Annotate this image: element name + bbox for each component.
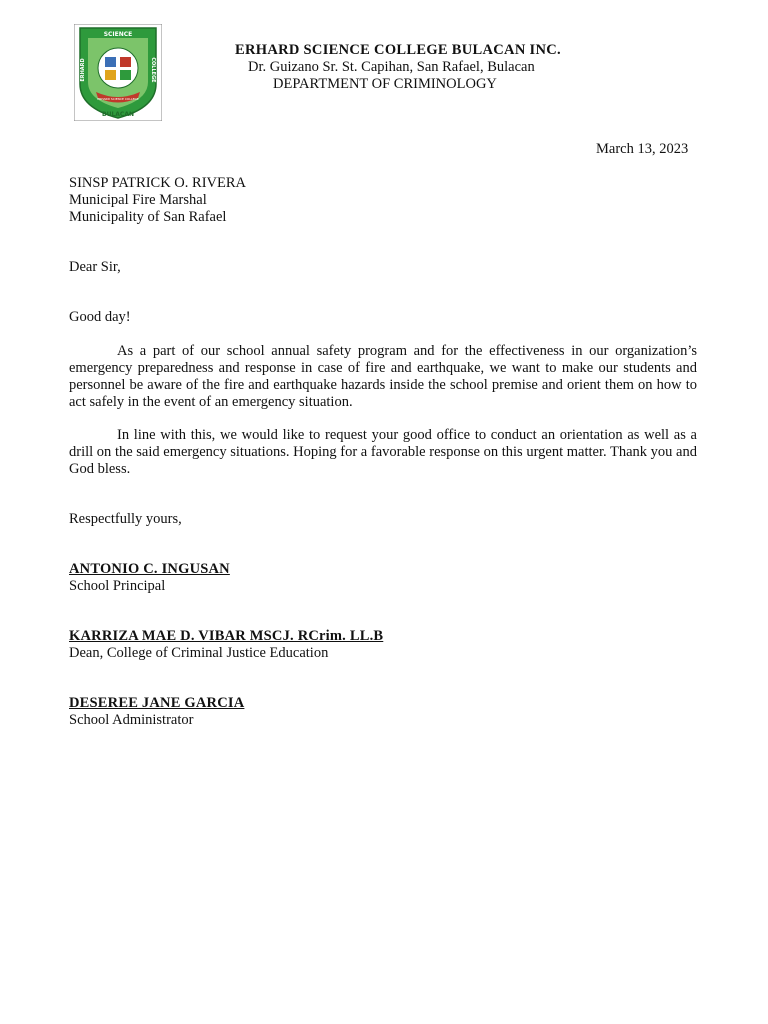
seal-ribbon-text: ERHARD SCIENCE COLLEGE: [97, 97, 139, 101]
signatory-name: DESEREE JANE GARCIA: [69, 695, 245, 711]
signatory-position: Dean, College of Criminal Justice Education: [69, 645, 329, 661]
closing: Respectfully yours,: [69, 511, 182, 527]
school-seal-logo: [74, 24, 162, 121]
recipient-title: Municipal Fire Marshal: [69, 192, 207, 208]
recipient-office: Municipality of San Rafael: [69, 209, 227, 225]
recipient-name: SINSP PATRICK O. RIVERA: [69, 175, 246, 191]
signatory-position: School Principal: [69, 578, 166, 594]
signatory-name: ANTONIO C. INGUSAN: [69, 561, 230, 577]
seal-top-text: SCIENCE: [103, 31, 133, 38]
signatory-2: [69, 628, 697, 662]
school-name: ERHARD SCIENCE COLLEGE BULACAN INC.: [235, 42, 561, 58]
department-name: DEPARTMENT OF CRIMINOLOGY: [273, 76, 497, 92]
body-paragraph-1: As a part of our school annual safety program and for the effectiveness in our organization’s emergency preparedness and response in case of fire and earthquake, we want to make our students and personnel be aware of the fire and earthquake hazards inside the school premise and orient them on how to act safely in the event of an emergency situation.: [69, 343, 697, 410]
signatory-name: KARRIZA MAE D. VIBAR MSCJ. RCrim. LL.B: [69, 628, 384, 644]
seal-left-text: ERHARD: [80, 58, 86, 82]
signatory-1: [69, 561, 697, 595]
signatory-position: School Administrator: [69, 712, 194, 728]
salutation: Dear Sir,: [69, 259, 121, 275]
body-paragraph-2: In line with this, we would like to request your good office to conduct an orientation as well as a drill on the said emergency situations. Hoping for a favorable response on this urgent matter. Thank you and God bless.: [69, 427, 697, 477]
signatory-3: [69, 695, 697, 729]
recipient-block: [69, 175, 697, 226]
seal-right-text: COLLEGE: [150, 57, 156, 83]
seal-bottom-text: BULACAN: [102, 111, 134, 118]
letter-date: March 13, 2023: [596, 141, 689, 157]
school-address: Dr. Guizano Sr. St. Capihan, San Rafael, Bulacan: [248, 59, 535, 75]
letterhead: [200, 42, 600, 93]
greeting: Good day!: [69, 309, 131, 325]
